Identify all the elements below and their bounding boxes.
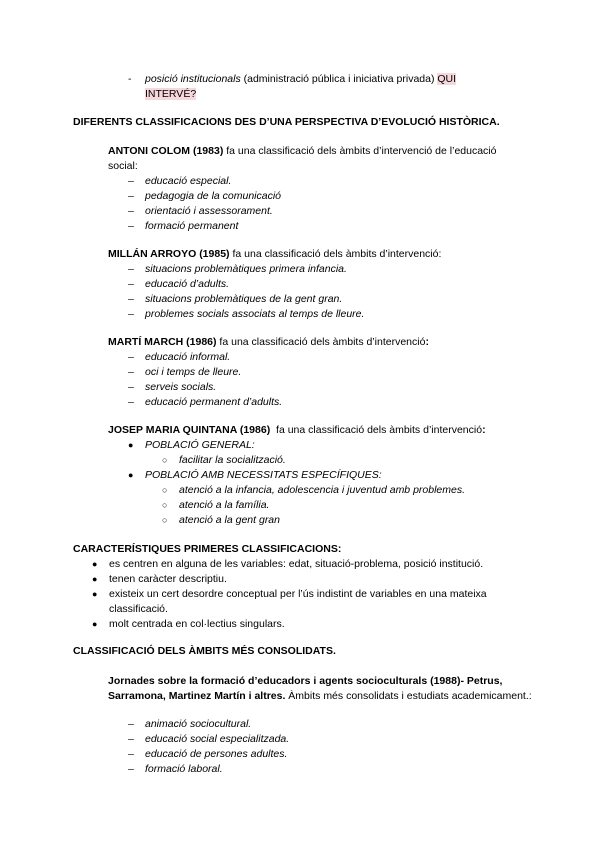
- list-item: ● tenen caràcter descriptiu.: [92, 573, 227, 585]
- millan-list: [128, 262, 364, 322]
- list-item: – educació especial.: [128, 175, 232, 187]
- quintana-author: JOSEP MARIA QUINTANA (1986): [108, 424, 271, 436]
- list-item: ○ atenció a la infancia, adolescencia i juventud amb problemes.: [162, 484, 466, 496]
- list-item: – serveis socials.: [128, 381, 217, 393]
- list-item: – pedagogia de la comunicació: [128, 190, 282, 202]
- jornades-text: Àmbits més consolidats i estudiats academicament.:: [285, 690, 532, 702]
- quintana-text: fa una classificació dels àmbits d’intervenció: [270, 424, 483, 436]
- list-item: – educació permanent d’adults.: [128, 396, 283, 408]
- quintana-paragraph: JOSEP MARIA QUINTANA (1986) fa una classificació dels àmbits d’intervenció:: [108, 424, 486, 436]
- list-item: ● existeix un cert desordre conceptual per l’ús indistint de variables en una mateixa classificació.: [92, 588, 487, 615]
- marti-paragraph: MARTÍ MARCH (1986) fa una classificació dels àmbits d’intervenció:: [108, 336, 429, 348]
- list-item: – oci i temps de lleure.: [128, 366, 242, 378]
- list-item: ● POBLACIÓ AMB NECESSITATS ESPECÍFIQUES: ○ atenció a la infancia, adolescencia i juventud amb problemes. ○ atenció a la família. ○ atenció a la gent gran: [128, 469, 466, 526]
- top-list-item: [128, 72, 528, 102]
- section-heading-caracteristiques: CARACTERÍSTIQUES PRIMERES CLASSIFICACIONS:: [73, 543, 342, 555]
- list-item: – educació de persones adultes.: [128, 748, 288, 760]
- quintana-groups: [128, 438, 465, 528]
- list-item: – educació informal.: [128, 351, 231, 363]
- caracteristiques-list: [92, 557, 532, 632]
- list-item: – orientació i assessorament.: [128, 205, 273, 217]
- colom-list: [128, 174, 281, 234]
- list-item: ○ atenció a la gent gran: [162, 514, 280, 526]
- jornades-paragraph: [108, 674, 533, 704]
- millan-author: MILLÁN ARROYO (1985): [108, 248, 230, 260]
- list-item: – formació permanent: [128, 220, 239, 232]
- list-item: ○ facilitar la socialització.: [162, 454, 286, 466]
- jornades-title: Jornades sobre la formació d’educadors i agents socioculturals (1988)- Petrus, Sarramona, Martinez Martín i altres.: [108, 675, 503, 702]
- list-item: – situacions problemàtiques de la gent gran.: [128, 293, 343, 305]
- dash-marker: -: [128, 73, 132, 85]
- marti-list: [128, 350, 282, 410]
- list-item: – educació d’adults.: [128, 278, 230, 290]
- section-heading-historica: DIFERENTS CLASSIFICACIONS DES D’UNA PERSPECTIVA D’EVOLUCIÓ HISTÒRICA.: [73, 116, 500, 128]
- top-item-italic: posició institucionals: [145, 73, 241, 85]
- millan-text: fa una classificació dels àmbits d’intervenció:: [229, 248, 442, 260]
- list-item: ● molt centrada en col·lectius singulars.: [92, 618, 285, 630]
- marti-text: fa una classificació dels àmbits d’intervenció: [216, 336, 426, 348]
- list-item: – problemes socials associats al temps de lleure.: [128, 308, 365, 320]
- list-item: ○ atenció a la família.: [162, 499, 270, 511]
- section-heading-consolidats: CLASSIFICACIÓ DELS ÀMBITS MÉS CONSOLIDATS.: [73, 645, 336, 657]
- top-item-text: (administració pública i iniciativa privada): [240, 73, 438, 85]
- list-item: – situacions problemàtiques primera infancia.: [128, 263, 347, 275]
- colom-paragraph: [108, 144, 528, 174]
- list-item: – formació laboral.: [128, 763, 223, 775]
- millan-paragraph: [108, 247, 528, 262]
- list-item: – animació sociocultural.: [128, 718, 252, 730]
- list-item: ● POBLACIÓ GENERAL: ○ facilitar la socialització.: [128, 438, 465, 468]
- colom-text: fa una classificació dels àmbits d’intervenció de l’educació social:: [108, 145, 497, 172]
- list-item: – educació social especialitzada.: [128, 733, 290, 745]
- colom-author: ANTONI COLOM (1983): [108, 145, 224, 157]
- highlight-interve: INTERVÉ?: [145, 88, 197, 100]
- consolidats-list: [128, 717, 289, 777]
- highlight-qui: QUI: [437, 73, 457, 85]
- marti-author: MARTÍ MARCH (1986): [108, 336, 217, 348]
- list-item: ● es centren en alguna de les variables: edat, situació-problema, posició institució.: [92, 558, 484, 570]
